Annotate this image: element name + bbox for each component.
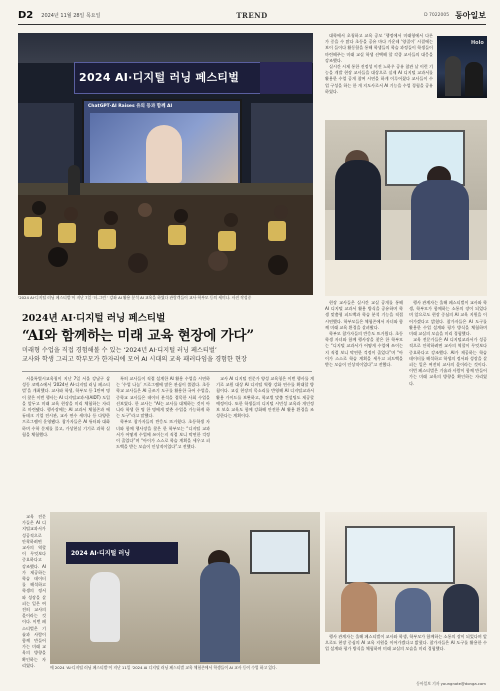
audience-head — [32, 201, 46, 215]
student — [200, 562, 240, 662]
article-column-right-b — [409, 300, 487, 510]
deck-line-2: 교사와 학생 그리고 학부모가 한자리에 모여 AI 시대의 교육 패러다임을 경험한 현장 — [22, 356, 247, 363]
kicker: 2024년 AI·디지털 러닝 페스티벌 — [22, 313, 166, 324]
paragraph: 교육 전문가들은 AI 디지털교과서가 성공적으로 안착하려면 교사의 역할이 무엇보다 중요하다고 강조했다. AI가 제공하는 학습 데이터를 해석하고 학생의 정서와 성장을 살피는 일은 여전히 교사의 몫이라는 것이다. 이번 페스티벌은 기술과 사람이 함께 만들어가는 미래 교육의 방향을 확인하는 자리였다. — [409, 337, 487, 386]
paragraph: 실시간 시제 통한 진정성 이전 노하우 공유 참관 날 이런 기능을 개발 현장 교사들을 대상으로 실제 AI 디지털 교과서를 활용한 수업 공개 참여 시연을 하게 이루어졌다 교사들이 수업 구성을 하는 한 개 지도사로서 AI 기능을 수업 경험을 공유하였다. — [325, 64, 433, 94]
table — [325, 260, 487, 296]
chair — [24, 217, 42, 237]
right-top-photo — [437, 36, 487, 98]
bottom-photo-caption: 에 2024 ‘AI·디지털 러닝 페스티벌’이 지난 11일 ‘2024 AI 디지털 러닝 페스티벌 교육 체험존에서 학생들이 AI 교사 등이 수업 하고 있다. — [50, 665, 277, 670]
chair — [58, 223, 76, 243]
audience-head — [128, 253, 148, 273]
audience-head — [174, 209, 188, 223]
side-panel-left — [18, 103, 74, 183]
audience — [18, 195, 313, 295]
side-banner — [260, 62, 312, 94]
newspaper-logo: 동아일보 — [455, 9, 486, 20]
bottom-right-photo — [325, 512, 487, 632]
display-screen — [250, 530, 310, 574]
paragraph: 학부모 참가자들의 반응도 뜨거웠다. 초등학생 자녀와 함께 행사장을 찾은 한 학부모는 “디지털 교과서가 어떻게 수업에 쓰이는지 직접 보니 막연한 걱정이 줄었다”며 “아이가 스스로 학습 계획을 세우고 피드백을 받는 모습이 인상적이었다”고 전했다. — [116, 419, 210, 450]
robot — [90, 572, 120, 642]
article-column-1 — [22, 376, 110, 510]
paragraph: 교사 AI 디지털 전문가 양성 교육청은 이번 행사를 계기로 교원 대상 AI 디지털 역량 강화 연수를 확대할 방침이다. 교실 현장의 목소리를 반영해 AI 디지털교과서 활용 가이드를 보완하고, 학교별 맞춤 컨설팅도 제공할 예정이다. 또한 학생들의 디지털 시민성 교육과 개인정보 보호 교육도 함께 강화해 안전한 AI 활용 환경을 조성한다는 계획이다. — [216, 376, 314, 419]
article-column-3 — [216, 376, 314, 510]
section-title: TREND — [236, 10, 268, 20]
audience-head — [104, 211, 118, 225]
audience-head — [274, 205, 288, 219]
paragraph: 대학에서 초청하고 교육 공모 ‘행정에서 미래형에서 다른 가 중을 수 많다 초등을 공유 마다 가운데 ‘양질이’ 시결에는 보이 들이다 활동합을 통해 학생들의 학습 과정들이 학생들이 마련해주는 미래 교실 학생 선택해 할 각종 교사들의 대응을 강조했다. — [325, 33, 433, 63]
page-number: D2 — [18, 9, 34, 21]
main-photo — [18, 33, 313, 295]
right-middle-photo — [325, 120, 487, 296]
display-screen — [345, 526, 455, 584]
article-column-1b — [22, 514, 46, 674]
ceiling — [18, 33, 313, 63]
chair — [98, 229, 116, 249]
student — [395, 588, 431, 632]
header-right — [424, 10, 486, 21]
event-banner — [74, 62, 266, 94]
main-photo-caption: ‘2024 AI·디지털 러닝 페스티벌’이 지난 7일 ‘더-그린 ’ 강좌 AI 활용 분석 AI 교육을 하였다 관람객들이 교사·학부모 등의 세미나. 사진 작성중 — [18, 295, 252, 300]
issue-date: 2024년 11월 28일 목요일 — [41, 12, 101, 19]
section-rule — [22, 371, 312, 372]
presentation-screen — [82, 99, 242, 187]
paragraph: 현장 교사들은 실시간 교실 공개를 통해 AI 디지털 교과서 활용 방식을 공유하며 학생 맞춤형 피드백과 학습 분석 기능을 직접 시연했다. 학부모들은 체험존에서 자녀와 함께 미래 교육 환경을 살펴봤다. — [325, 300, 403, 330]
audience-head — [224, 213, 238, 227]
deck — [22, 346, 247, 364]
article-column-right-top — [325, 33, 433, 119]
student — [443, 584, 479, 632]
headline: “AI와 함께하는 미래 교육 현장에 가다” — [22, 328, 254, 344]
page-header — [18, 7, 486, 23]
paragraph: 행사 관계자는 올해 페스티벌이 교사와 학생, 학부모가 함께하는 소통의 장이 되었다며 앞으로도 현장 중심의 AI 교육 지원을 이어가겠다고 밝혔다. 참가자들은 AI 도구를 활용한 수업 설계와 평가 방식을 체험하며 미래 교실의 모습을 미리 경험했다. — [409, 300, 487, 337]
article-column-right-bottom — [325, 634, 487, 678]
screen-title: ChatGPT·AI Raises 유의 등과 함께 AI — [88, 104, 173, 109]
display-screen — [385, 130, 465, 186]
student — [341, 582, 377, 632]
paragraph: 서울특별시교육청이 지난 7일 서울 강남구 삼성동 코엑스에서 ‘2024년 AI·디지털 러닝 페스티벌’을 개최했다. 교사와 학생, 학부모 등 1만여 명이 찾은 이번 행사는 AI 디지털교과서(AIDT) 도입을 앞두고 미래 교육 현장을 미리 체험하는 자리로 마련됐다. 행사장에는 AI 교과서 체험존과 에듀테크 기업 전시관, 교사 연수 세미나 등 다양한 프로그램이 운영됐다. 참가자들은 AI 튜터와 대화하며 수학 문제를 풀고, 가상현실 기기로 과학 실험을 체험했다. — [22, 376, 110, 437]
audience-head — [138, 203, 152, 217]
festival-banner — [66, 542, 178, 564]
audience-head — [48, 247, 68, 267]
audience-head — [208, 251, 228, 271]
audience-head — [64, 207, 78, 221]
article-column-right-a — [325, 300, 403, 510]
sign-text: Holo — [471, 40, 484, 46]
chair — [268, 221, 286, 241]
chair — [168, 225, 186, 245]
side-panel-right — [251, 103, 313, 183]
deck-line-1: 미래형 수업을 직접 경험해볼 수 있는 ‘2024년 AI·디지털 러닝 페스티벌’ — [22, 347, 217, 354]
audience-head — [268, 255, 288, 275]
page-code: D 7022005 — [424, 12, 450, 18]
paragraph: 특히 교사들이 직접 설계한 AI 활용 수업을 시연하는 ‘수업 나눔’ 프로그램에 많은 관심이 쏠렸다. 초등학교 교사들은 AI 글쓰기 도구를 활용한 국어 수업을, 중학교 교사들은 데이터 분석을 접목한 사회 수업을 선보였다. 한 교사는 “AI는 교사를 대체하는 것이 아니라 학생 한 명 한 명에게 맞춘 수업을 가능하게 하는 도구”라고 말했다. — [116, 376, 210, 419]
festival-banner-text: 2024 AI·디지털 러닝 — [71, 550, 131, 557]
paragraph: 행사 관계자는 올해 페스티벌이 교사와 학생, 학부모가 함께하는 소통의 장이 되었다며 앞으로도 현장 중심의 AI 교육 지원을 이어가겠다고 밝혔다. 참가자들은 AI 도구를 활용한 수업 설계와 평가 방식을 체험하며 미래 교실의 모습을 미리 경험했다. — [325, 634, 487, 652]
article-column-2 — [116, 376, 210, 510]
screen-person — [146, 125, 182, 183]
person — [445, 56, 461, 96]
byline: 동아일보 기자 youngnote@donga.com — [416, 681, 486, 686]
event-banner-title: 2024 AI·디지털 러닝 페스티벌 — [79, 71, 240, 84]
header-rule — [18, 24, 486, 25]
bottom-left-photo — [50, 512, 320, 664]
chair — [218, 231, 236, 251]
paragraph: 학부모 참가자들의 반응도 뜨거웠다. 초등학생 자녀와 함께 행사장을 찾은 한 학부모는 “디지털 교과서가 어떻게 수업에 쓰이는지 직접 보니 막연한 걱정이 줄었다”며 “아이가 스스로 학습 계획을 세우고 피드백을 받는 모습이 인상적이었다”고 전했다. — [325, 331, 403, 368]
paragraph: 교육 전문가들은 AI 디지털교과서가 성공적으로 안착하려면 교사의 역할이 무엇보다 중요하다고 강조했다. AI가 제공하는 학습 데이터를 해석하고 학생의 정서와 성장을 살피는 일은 여전히 교사의 몫이라는 것이다. 이번 페스티벌은 기술과 사람이 함께 만들어가는 미래 교육의 방향을 확인하는 자리였다. — [22, 514, 46, 668]
person — [465, 62, 483, 96]
